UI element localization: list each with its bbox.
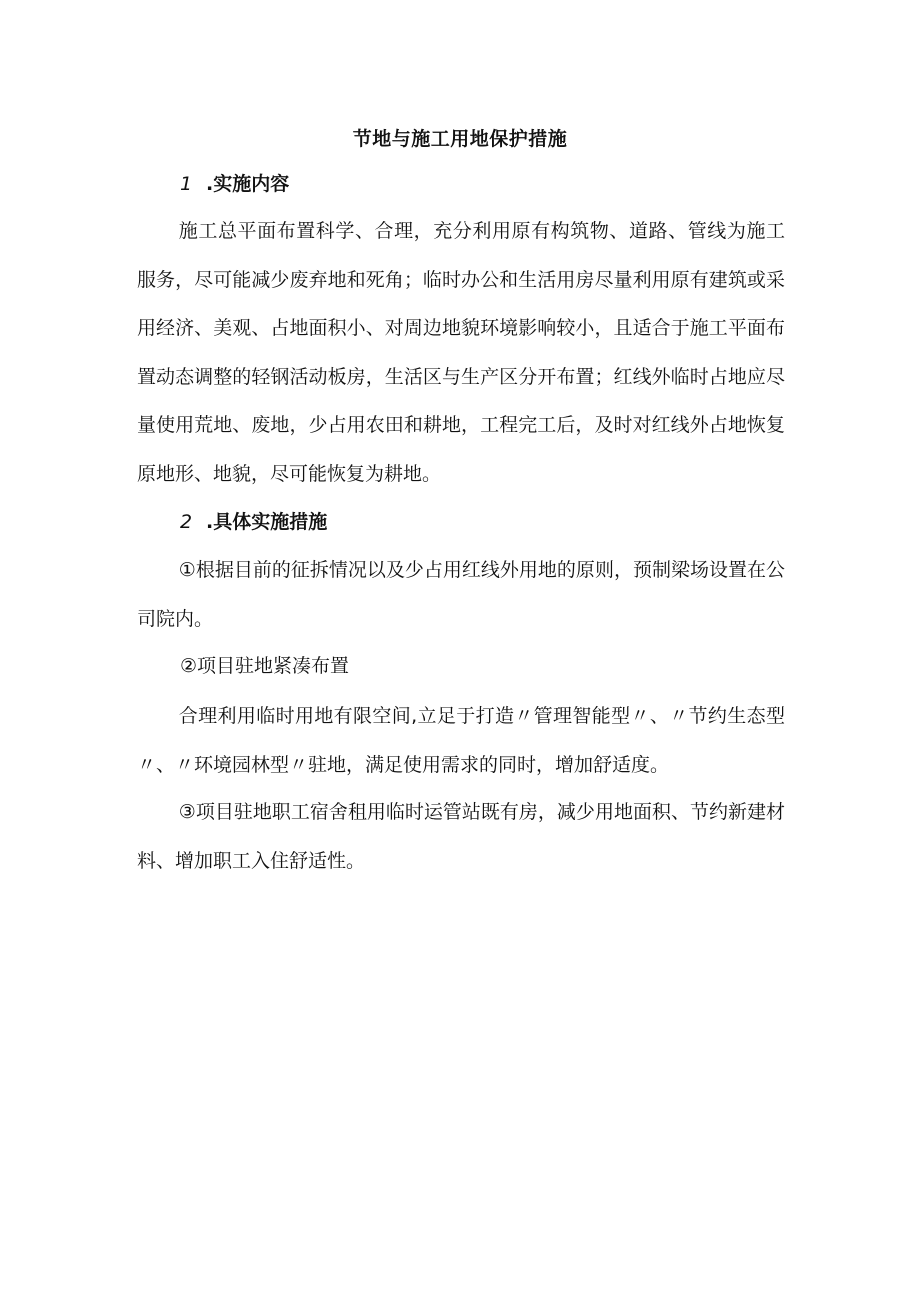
section-2-title: .具体实施措施: [206, 511, 328, 533]
section-1-title: .实施内容: [206, 173, 290, 195]
measure-2-paragraph: 合理利用临时用地有限空间,立足于打造〃管理智能型〃、〃节约生态型〃、〃环境园林型〃驻地，满足使用需求的同时，增加舒适度。: [137, 705, 785, 776]
section-2-number: 2: [180, 511, 193, 533]
document-title: 节地与施工用地保护措施: [352, 128, 568, 150]
measure-3-paragraph: ③项目驻地职工宿舍租用临时运管站既有房，减少用地面积、节约新建材料、增加职工入住舒适性。: [137, 801, 785, 872]
measure-2-title: ②项目驻地紧凑布置: [180, 655, 350, 677]
section-1-heading: [180, 170, 289, 198]
section-2-heading: [180, 508, 327, 536]
section-1-number: 1: [180, 173, 193, 195]
section-1-paragraph: 施工总平面布置科学、合理，充分利用原有构筑物、道路、管线为施工服务，尽可能减少废弃地和死角；临时办公和生活用房尽量利用原有建筑或采用经济、美观、占地面积小、对周边地貌环境影响较小，且适合于施工平面布置动态调整的轻钢活动板房，生活区与生产区分开布置；红线外临时占地应尽量使用荒地、废地，少占用农田和耕地，工程完工后，及时对红线外占地恢复原地形、地貌，尽可能恢复为耕地。: [137, 220, 785, 485]
measure-1-paragraph: ①根据目前的征拆情况以及少占用红线外用地的原则，预制梁场设置在公司院内。: [137, 559, 785, 630]
